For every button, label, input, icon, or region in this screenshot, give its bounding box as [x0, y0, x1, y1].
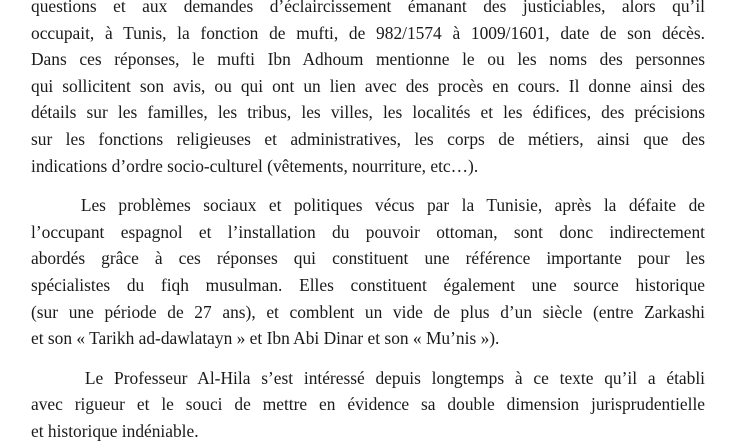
- text-line: abordés grâce à ces réponses qui constituent une référence importante pour les: [31, 248, 705, 269]
- text-line: (sur une période de 27 ans), et comblent un vide de plus d’un siècle (entre Zarkashi: [31, 301, 705, 322]
- text-line: et son « Tarikh ad-dawlatayn » et Ibn Abi Dinar et son « Mu’nis »).: [31, 328, 500, 349]
- text-line: indications d’ordre socio-culturel (vêtements, nourriture, etc…).: [31, 155, 479, 176]
- text-line: sur les fonctions religieuses et administratives, les corps de métiers, ainsi que des: [31, 128, 705, 149]
- text-line: spécialistes du fiqh musulman. Elles constituent également une source historique: [31, 274, 705, 295]
- paragraph-social-political-problems: [31, 192, 705, 352]
- text-line: l’occupant espagnol et l’installation du pouvoir ottoman, sont donc indirectement: [31, 221, 705, 242]
- text-line: questions et aux demandes d’éclaircissement émanant des justiciables, alors qu’il: [31, 0, 705, 16]
- text-line: détails sur les familles, les tribus, les villes, les localités et les édifices, des précisions: [31, 102, 705, 123]
- text-line: qui sollicitent son avis, ou qui ont un lien avec des procès en cours. Il donne ainsi des: [31, 75, 705, 96]
- text-line: Dans ces réponses, le mufti Ibn Adhoum mentionne le ou les noms des personnes: [31, 49, 705, 70]
- paragraph-fatwas-description: [31, 0, 705, 179]
- text-line: avec rigueur et le souci de mettre en évidence sa double dimension jurisprudentielle: [31, 394, 705, 415]
- document-page: [31, 0, 705, 445]
- paragraph-professor-al-hila: [31, 365, 705, 445]
- text-line: occupait, à Tunis, la fonction de mufti, de 982/1574 à 1009/1601, date de son décès.: [31, 22, 705, 43]
- text-line: et historique indéniable.: [31, 420, 199, 441]
- text-line: Les problèmes sociaux et politiques vécus par la Tunisie, après la défaite de: [31, 195, 705, 216]
- text-line: Le Professeur Al-Hila s’est intéressé depuis longtemps à ce texte qu’il a établi: [31, 367, 705, 388]
